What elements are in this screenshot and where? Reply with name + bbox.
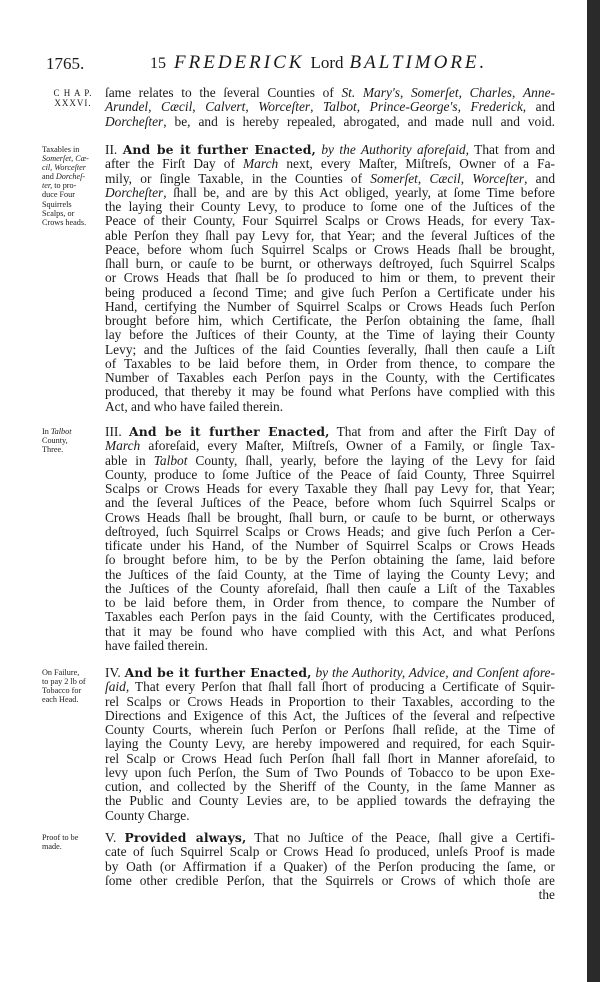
note-text: Scalps, or (42, 208, 75, 218)
text-line (105, 496, 555, 510)
text: after the Firſt Day of (105, 156, 244, 172)
text-line (105, 271, 555, 285)
text: ſhall burn, or cauſe to be burnt, or otherways deſtroyed, ſuch Squirrel Scalps (105, 256, 555, 271)
note-text: cil, Worceſter (42, 163, 86, 173)
note-line (42, 218, 100, 227)
text-line (105, 100, 555, 114)
text: tificate under his Hand, of the Number of Squirrel Scalps or Crows Heads (105, 538, 555, 553)
text: Taxables each Perſon pays in the ſaid County, with the Certificates produced, (105, 609, 555, 625)
note-text: C H A P. (53, 88, 93, 98)
text: Crows Heads ſhall be brought, ſhall burn, or cauſe to be burnt, or otherways (105, 509, 555, 525)
note-text: each Head. (42, 695, 79, 705)
paragraph-continuation (105, 86, 555, 129)
blackletter-enacting-clause: And be it further Enacted, (129, 424, 330, 439)
italic-text: St. Mary's (341, 85, 400, 100)
text-line (105, 328, 555, 342)
italic-text: March (105, 438, 141, 454)
text: That no Juſtice of the Peace, ſhall give a Certifi- (246, 830, 555, 845)
text: , and (524, 170, 556, 186)
text-line (105, 257, 555, 271)
note-text: ter, (42, 181, 53, 191)
note-line (42, 200, 100, 209)
text-line (105, 639, 555, 653)
header-lord: Lord (310, 53, 344, 72)
failure-note (42, 668, 100, 704)
text: ſame relates to the ſeveral Counties of (105, 85, 342, 100)
text: , (192, 99, 206, 115)
text-line (105, 357, 555, 371)
text: Scalps or Crows Heads for every Taxable they ſhall pay Levy for, that Year; (105, 481, 555, 496)
text: , (512, 85, 523, 100)
text: Act, and who have failed therein. (105, 398, 284, 414)
note-text: In (42, 427, 51, 436)
italic-text: ſaid, (105, 679, 130, 695)
text: Directions and Exigence of this Act, the Juſtices of the ſeveral and reſpective (105, 707, 555, 723)
note-text: to pro- (52, 181, 77, 191)
text-line (105, 666, 555, 680)
text: V. (105, 830, 125, 845)
italic-text: Prince-George's (369, 99, 458, 115)
text-line (105, 186, 555, 200)
italic-text: Frederick (470, 99, 523, 115)
blackletter-enacting-clause: And be it further Enacted, (124, 665, 312, 680)
text-line (105, 115, 555, 129)
text: That every Perſon that ſhall fall ſhort of producing a Certificate of Squir- (129, 679, 555, 695)
text: That from and (468, 142, 555, 157)
text-line (105, 845, 555, 859)
text: able in (105, 452, 154, 468)
note-line (42, 190, 100, 199)
header-year: 1765. (46, 54, 85, 73)
text-line (105, 553, 555, 567)
text: and the ſeveral Juſtices of the Peace, before whom ſuch Squirrel Scalps or (105, 495, 555, 511)
text: Number of Taxables each Perſon pays in the County, with the Certificates (105, 370, 555, 385)
chapter-number-note (44, 88, 102, 108)
italic-text: March (243, 156, 279, 172)
text: County Courts, wherein ſuch Perſon or Perſons ſhall reſide, at the Time of (105, 722, 555, 737)
scan-edge (587, 0, 600, 982)
text-line (105, 794, 555, 808)
note-text: Proof to be (42, 833, 79, 842)
text: levy upon ſuch Perſon, the Sum of Two Pounds of Tobacco to be upon Exe- (105, 764, 555, 780)
text-line (105, 214, 555, 228)
note-line (42, 695, 100, 704)
text-line (105, 596, 555, 610)
text: That from and after the Firſt Day of (329, 424, 555, 439)
text-line (105, 300, 555, 314)
text-line (105, 582, 555, 596)
note-line (42, 842, 100, 851)
note-line (42, 677, 100, 686)
text-line (105, 172, 555, 186)
note-line (44, 88, 102, 98)
text-line (105, 314, 555, 328)
text: or Crows Heads that ſhall be ſo produced to him or them, to prevent their (105, 270, 555, 286)
text: lay before the Juſtices of their County, at the Time of laying their County (105, 327, 555, 343)
text-line (105, 229, 555, 243)
note-text: and (42, 172, 56, 182)
running-header (0, 52, 586, 76)
note-line (42, 163, 100, 172)
text: brought before him, which Certificate, the Perſon obtaining the ſame, ſhall (105, 313, 555, 328)
italic-text: Worceſter (258, 99, 311, 115)
section-iv (105, 666, 555, 823)
text-line (105, 157, 555, 171)
text-line (105, 568, 555, 582)
text: , (245, 99, 259, 115)
text: , (310, 99, 324, 115)
text-line (105, 539, 555, 553)
text: cate of ſuch Squirrel Scalp or Crows Head ſo produced, unleſs Proof is made (105, 844, 555, 860)
text-line (105, 86, 555, 100)
note-text: Tobacco for (42, 686, 82, 696)
text: produced, that thereby it may be found what Perſons have complied with this (105, 384, 555, 400)
talbot-note (42, 427, 100, 454)
text-line (105, 454, 555, 468)
text-line (105, 511, 555, 525)
text: next, every Maſter, Miſtreſs, Owner of a Fa- (278, 156, 555, 172)
text: IV. (105, 665, 125, 680)
text-line (105, 737, 555, 751)
italic-text: Calvert (205, 99, 246, 115)
text-line (105, 831, 555, 845)
text: Peace, before whom ſuch Squirrel Scalps or Crows Heads ſhall be brought, (105, 241, 555, 257)
text: Hand, certifying the Number of Squirrel Scalps or Crows Heads ſuch Perſon (105, 298, 555, 314)
text: by Oath (or Affirmation if a Quaker) of the Perſon producing the ſame, or (105, 858, 555, 874)
note-line (42, 833, 100, 842)
italic-text: Dorcheſter (105, 113, 164, 129)
text: III. (105, 424, 130, 439)
text-line (105, 888, 555, 902)
text: , (399, 85, 411, 100)
text: mily, or ſingle Taxable, in the Counties of (105, 170, 371, 186)
text: the Juſtices of the County aforeſaid, ſhall then cauſe a Liſt of the Taxables (105, 580, 555, 596)
text-line (105, 200, 555, 214)
section-ii (105, 143, 555, 414)
italic-text: by the Authority, Advice, and Conſent afore- (315, 665, 555, 680)
italic-text: Worceſter (472, 170, 525, 186)
text: ſome other credible Perſon, that the Squirrels or Crows of which thoſe are (105, 872, 555, 888)
note-text: Crows heads. (42, 217, 87, 227)
text: the (538, 887, 555, 902)
text-line (105, 874, 555, 888)
section-iii (105, 425, 555, 653)
text-line (105, 860, 555, 874)
text-line (105, 709, 555, 723)
note-line (42, 686, 100, 695)
text: County, produce to ſome Juſtice of the Peace of ſaid County, Three Squirrel (105, 466, 555, 482)
note-text: County, (42, 436, 68, 446)
text-line (105, 243, 555, 257)
text-line (105, 371, 555, 385)
text: , (460, 170, 473, 186)
text: II. (105, 142, 123, 157)
text: the Public and County Levies are, to be applied towards the defraying the (105, 793, 555, 809)
text: of Taxables to be laid before them, in Order from thence, to compare the (105, 355, 555, 371)
text-line (105, 143, 555, 157)
text-line (105, 439, 555, 453)
text-line (105, 723, 555, 737)
note-line (42, 209, 100, 218)
text: , (417, 170, 430, 186)
blackletter-enacting-clause: Provided always, (124, 830, 247, 845)
text: to be laid before them, in Order from thence, to compare the Number of (105, 595, 555, 610)
proof-note (42, 833, 100, 851)
text-line (105, 482, 555, 496)
italic-text: Talbot (323, 99, 357, 115)
text-line (105, 610, 555, 624)
text-line (105, 680, 555, 694)
text-line (105, 286, 555, 300)
italic-text: Cæcil (161, 99, 193, 115)
text: the Juſtices of the ſaid County, at the Time of laying the County Levy; and (105, 566, 555, 582)
note-text: Somerſet, Cæ- (42, 154, 89, 164)
text: , be, and is hereby repealed, abrogated, and made null and void. (163, 113, 555, 129)
text: rel Scalps or Crows Heads in Proportion to their Taxables, according to the (105, 693, 555, 709)
note-line (42, 181, 100, 190)
note-line (44, 98, 102, 108)
note-text: made. (42, 842, 62, 852)
note-text: duce Four (42, 190, 75, 200)
note-line (42, 668, 100, 677)
note-text: Three. (42, 445, 64, 455)
header-name-baltimore: BALTIMORE. (349, 52, 488, 73)
note-text: XXXVI. (54, 98, 92, 108)
note-line (42, 436, 100, 445)
text: , ſhall be, and are by this Act obliged, yearly, at ſome Time before (163, 184, 555, 200)
italic-text: Charles (469, 85, 512, 100)
text-line (105, 625, 555, 639)
text: , (458, 85, 470, 100)
text: ſo brought before him, to be by the Perſon obtaining the ſame, laid before (105, 552, 555, 568)
text: being produced a ſecond Time; and give ſuch Perſon a Certificate under his (105, 284, 555, 300)
taxables-note (42, 145, 100, 227)
italic-text: Dorcheſter (105, 184, 164, 200)
text: County, ſhall, yearly, before the laying of the Levy for ſaid (187, 452, 555, 468)
text: , (457, 99, 471, 115)
text: , (148, 99, 162, 115)
italic-text: Talbot (153, 452, 188, 468)
text: rel Scalp or Crows Head ſuch Perſon ſhall fall ſhort in Manner aforeſaid, to (105, 750, 555, 766)
italic-text: Cæcil (429, 170, 461, 186)
section-v (105, 831, 555, 902)
text-line (105, 766, 555, 780)
text-line (105, 385, 555, 399)
text-line (105, 468, 555, 482)
italic-text: Anne- (523, 85, 555, 100)
text: cution, and collected by the Sheriff of the County, in the ſame Manner as (105, 779, 555, 794)
header-regnal-number: 15 (150, 55, 166, 72)
note-line (42, 445, 100, 454)
italic-text: Arundel (105, 99, 149, 115)
text-line (105, 400, 555, 414)
note-text: Squirrels (42, 199, 72, 209)
header-name-frederick: FREDERICK (174, 52, 305, 73)
text-line (105, 780, 555, 794)
note-line (42, 172, 100, 181)
text: deſtroyed, ſuch Squirrel Scalps or Crows Heads; and give ſuch Perſon a Cer- (105, 523, 555, 539)
note-text: On Failure, (42, 668, 80, 677)
text: have failed therein. (105, 637, 208, 653)
text-line (105, 695, 555, 709)
text: , and (522, 99, 555, 115)
text: that it may be found who have complied with this Act, and what Perſons (105, 623, 555, 639)
note-text: Dorcheſ- (55, 172, 86, 182)
text-line (105, 809, 555, 823)
text: , (356, 99, 370, 115)
text-line (105, 425, 555, 439)
note-text: Talbot (50, 427, 72, 436)
blackletter-enacting-clause: And be it further Enacted, (122, 142, 316, 157)
text: the laying their County Levy, to produce to ſome one of the Juſtices of the (105, 199, 555, 214)
italic-text: Somerſet (410, 85, 459, 100)
note-text: to pay 2 lb of (42, 677, 86, 687)
text: able Perſon they ſhall pay Levy for, that Year; and the ſeveral Juſtices of the (105, 227, 555, 243)
text: Levy; and the Juſtices of the ſaid Counties ſeverally, ſhall then cauſe a Liſt (105, 341, 555, 357)
note-text: Taxables in (42, 145, 80, 154)
text: aforeſaid, every Maſter, Miſtreſs, Owner of a Family, or ſingle Tax- (140, 438, 555, 454)
text-line (105, 343, 555, 357)
header-title (150, 52, 487, 74)
italic-text: by the Authority aforeſaid, (321, 142, 469, 157)
text: County Charge. (105, 807, 190, 823)
text: Peace of their County, Four Squirrel Scalps or Crows Heads, for every Tax- (105, 213, 555, 229)
text: laying the County Levy, are hereby impowered and required, for each Squir- (105, 736, 555, 752)
note-line (42, 154, 100, 163)
text-line (105, 752, 555, 766)
text-line (105, 525, 555, 539)
note-line (42, 145, 100, 154)
italic-text: Somerſet (370, 170, 418, 186)
note-line (42, 427, 100, 436)
